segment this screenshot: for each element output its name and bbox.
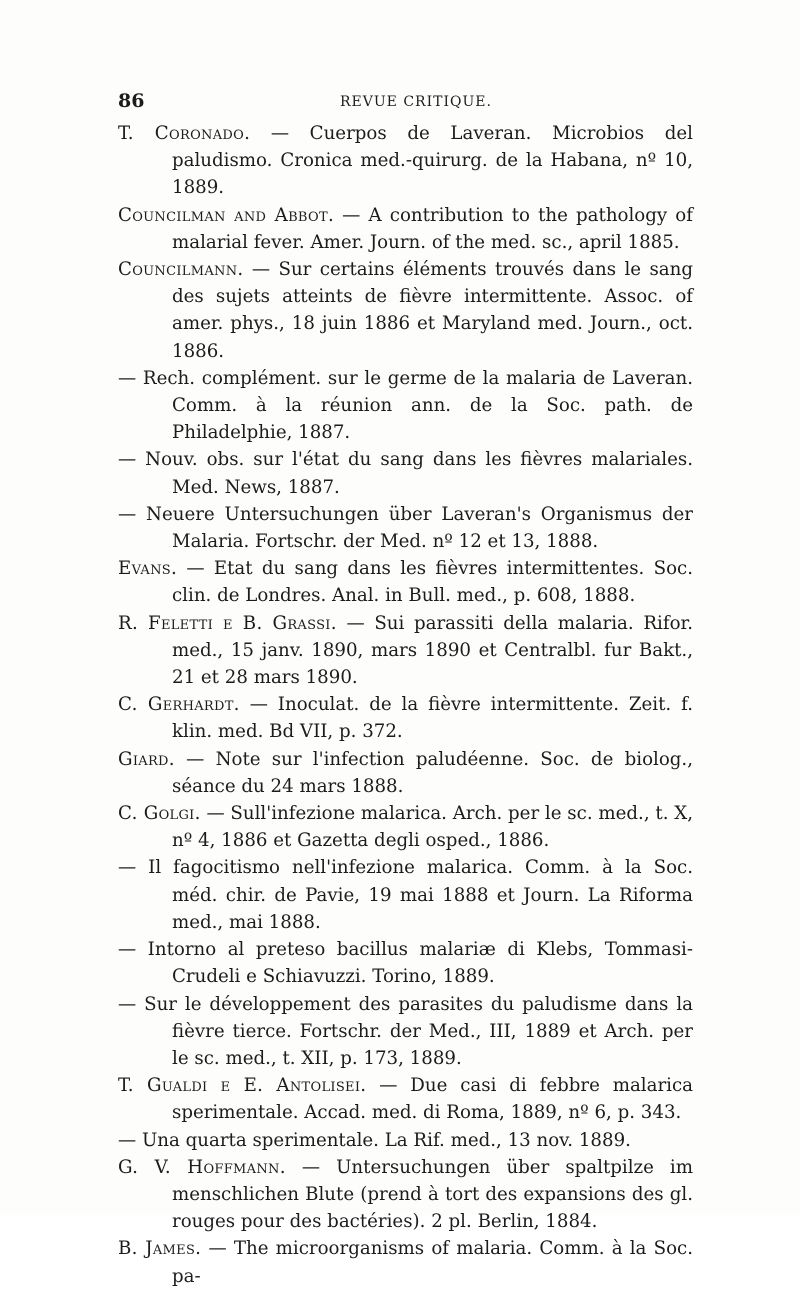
bibliography-entry xyxy=(118,555,693,609)
bibliography-entry xyxy=(118,256,693,365)
bibliography-entry xyxy=(118,1235,693,1289)
entry-author: Giard. xyxy=(118,748,175,770)
entry-text: — Neuere Untersuchungen über Laveran's Organismus der Malaria. Fortschr. der Med. nº 12 et 13, 1888. xyxy=(118,503,693,553)
bibliography-entry xyxy=(118,446,693,500)
bibliography-entry xyxy=(118,365,693,447)
entry-author: Evans. xyxy=(118,558,178,580)
page-number: 86 xyxy=(118,90,145,112)
entry-author: Councilmann. xyxy=(118,259,244,281)
entry-text: — The microorganisms of malaria. Comm. à la Soc. pa- xyxy=(172,1238,693,1287)
entry-text: — A contribution to the pathology of malarial fever. Amer. Journ. of the med. sc., april 1885. xyxy=(172,204,693,253)
entry-author: T. Coronado. xyxy=(118,123,251,144)
bibliography-entry xyxy=(118,1072,693,1126)
bibliography-entry xyxy=(118,202,693,256)
entry-text: — Una quarta sperimentale. La Rif. med., 13 nov. 1889. xyxy=(118,1129,631,1151)
entry-text: — Untersuchungen über spaltpilze im menschlichen Blute (prend à tort des expansions des gl. rouges pour des bactéries). 2 pl. Berlin, 1884. xyxy=(172,1156,693,1233)
entry-author: B. James. xyxy=(118,1238,202,1260)
entry-text: — Cuerpos de Laveran. Microbios del paludismo. Cronica med.-quirurg. de la Habana, nº 10, 1889. xyxy=(172,123,693,199)
entry-text: — Sur le développement des parasites du paludisme dans la fièvre tierce. Fortschr. der Med., III, 1889 et Arch. per le sc. med., t. XII, p. 173, 1889. xyxy=(118,993,693,1069)
entry-text: — Sui parassiti della malaria. Rifor. med., 15 janv. 1890, mars 1890 et Centralbl. fur Bakt., 21 et 28 mars 1890. xyxy=(172,612,694,689)
entry-author: C. Golgi. xyxy=(118,803,201,825)
entry-author: T. Gualdi e E. Antolisei. xyxy=(118,1075,367,1097)
bibliography-entry xyxy=(118,691,693,745)
bibliography-entry xyxy=(118,991,693,1073)
journal-title: REVUE CRITIQUE. xyxy=(340,94,492,110)
entry-text: — Rech. complément. sur le germe de la malaria de Laveran. Comm. à la réunion ann. de la Soc. path. de Philadelphie, 1887. xyxy=(118,367,693,444)
running-head xyxy=(118,90,688,120)
bibliography-list xyxy=(118,120,693,1290)
entry-author: C. Gerhardt. xyxy=(118,694,240,716)
bibliography-entry xyxy=(118,610,693,692)
entry-author: R. Feletti e B. Grassi. xyxy=(118,612,337,634)
entry-text: — Note sur l'infection paludéenne. Soc. de biolog., séance du 24 mars 1888. xyxy=(172,748,693,797)
entry-author: G. V. Hoffmann. xyxy=(118,1156,286,1178)
entry-text: — Inoculat. de la fièvre intermittente. Zeit. f. klin. med. Bd VII, p. 372. xyxy=(172,694,693,743)
bibliography-entry xyxy=(118,746,693,800)
entry-text: — Il fagocitismo nell'infezione malarica. Comm. à la Soc. méd. chir. de Pavie, 19 mai 1888 et Journ. La Riforma med., mai 1888. xyxy=(118,857,693,933)
entry-text: — Nouv. obs. sur l'état du sang dans les fièvres malariales. Med. News, 1887. xyxy=(118,449,693,498)
bibliography-entry xyxy=(118,501,693,555)
bibliography-entry xyxy=(118,120,693,202)
bibliography-entry xyxy=(118,936,693,990)
entry-text: — Sur certains éléments trouvés dans le sang des sujets atteints de fièvre intermittente. Assoc. of amer. phys., 18 juin 1886 et Maryland med. Journ., oct. 1886. xyxy=(172,259,693,362)
bibliography-entry xyxy=(118,854,693,936)
bibliography-entry xyxy=(118,1154,693,1236)
bibliography-entry xyxy=(118,800,693,854)
bibliography-entry xyxy=(118,1127,693,1154)
entry-text: — Intorno al preteso bacillus malariæ di Klebs, Tommasi-Crudeli e Schiavuzzi. Torino, 1889. xyxy=(118,939,693,988)
entry-text: — Etat du sang dans les fièvres intermittentes. Soc. clin. de Londres. Anal. in Bull. med., p. 608, 1888. xyxy=(172,558,693,607)
entry-text: — Due casi di febbre malarica sperimentale. Accad. med. di Roma, 1889, nº 6, p. 343. xyxy=(172,1075,693,1124)
entry-text: — Sull'infezione malarica. Arch. per le sc. med., t. X, nº 4, 1886 et Gazetta degli osped., 1886. xyxy=(172,803,693,852)
entry-author: Councilman and Abbot. xyxy=(118,204,335,226)
